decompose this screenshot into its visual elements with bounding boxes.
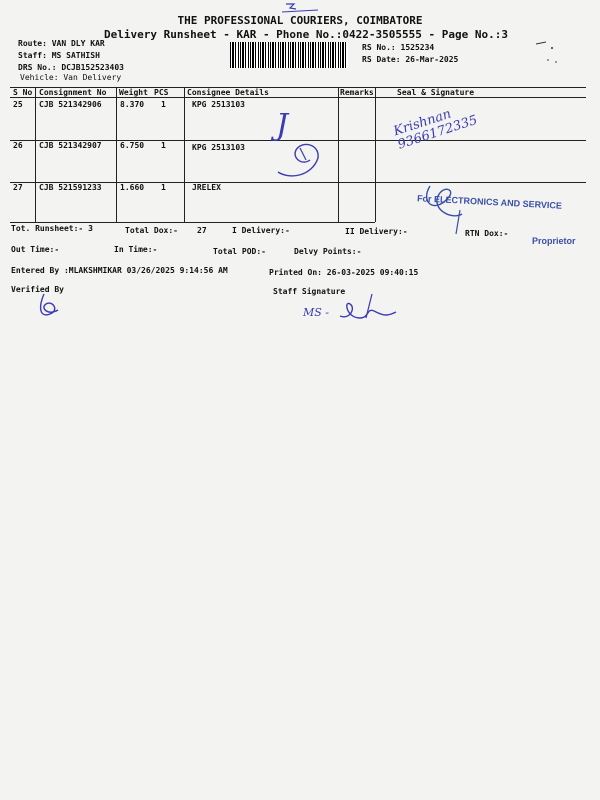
col-divider [184, 87, 185, 222]
row-pcs: 1 [161, 141, 166, 150]
row-pcs: 1 [161, 183, 166, 192]
row26-handwritten-name: Krishnan 9366172335 [391, 106, 480, 153]
verified-signature-icon [30, 290, 70, 322]
printed-on: Printed On: 26-03-2025 09:40:15 [269, 268, 419, 277]
drs-label: DRS No.: DCJB152523403 [18, 63, 124, 72]
rs-date: RS Date: 26-Mar-2025 [362, 55, 459, 64]
row-weight: 1.660 [120, 183, 145, 192]
signature-scribble-icon [272, 136, 322, 180]
barcode-icon [230, 42, 348, 68]
row-consignment: CJB 521591233 [39, 183, 102, 192]
out-time: Out Time:- [11, 245, 60, 254]
col-header-consignment: Consignment No [39, 88, 107, 97]
delvy-points: Delvy Points:- [294, 247, 362, 256]
col-divider [338, 87, 339, 222]
table-header-line [10, 97, 586, 98]
i-delivery: I Delivery:- [232, 226, 290, 235]
col-divider [116, 87, 117, 222]
in-time: In Time:- [114, 245, 158, 254]
col-header-remarks: Remarks [340, 88, 374, 97]
verified-by: Verified By [11, 285, 64, 294]
col-header-weight: Weight [119, 88, 148, 97]
rtn-dox: RTN Dox:- [465, 229, 509, 238]
staff-label: Staff: MS SATHISH [18, 51, 100, 60]
vehicle-label: Vehicle: Van Delivery [20, 73, 122, 82]
staff-sign-initials: MS - [303, 306, 330, 319]
runsheet-subtitle: Delivery Runsheet - KAR - Phone No.:0422-3505555 - Page No.:3 [104, 28, 508, 41]
staff-signature-icon [336, 290, 400, 326]
row-consignment: CJB 521342906 [39, 100, 102, 109]
stamp-proprietor: Proprietor [532, 236, 576, 246]
stamp-signature-icon [400, 180, 480, 236]
total-dox-value: 27 [197, 226, 207, 235]
company-title: THE PROFESSIONAL COURIERS, COIMBATORE [177, 14, 423, 27]
row-consignee: KPG 2513103 [192, 143, 245, 152]
row-sno: 25 [13, 100, 23, 109]
row-weight: 6.750 [120, 141, 145, 150]
col-header-consignee: Consignee Details [187, 88, 269, 97]
total-dox-label: Total Dox:- [125, 226, 178, 235]
row-consignment: CJB 521342907 [39, 141, 102, 150]
row-consignee: JRELEX [192, 183, 221, 192]
row25-handwritten-mark: J [276, 108, 289, 143]
route-label: Route: VAN DLY KAR [18, 39, 105, 48]
rs-no: RS No.: 1525234 [362, 43, 435, 52]
col-divider [375, 87, 376, 222]
col-divider [35, 87, 36, 222]
ii-delivery: II Delivery:- [345, 227, 408, 236]
staff-signature-label: Staff Signature [273, 287, 346, 296]
pen-mark-icon [280, 0, 320, 14]
pen-dots-icon [530, 36, 570, 66]
total-pod: Total POD:- [213, 247, 266, 256]
col-header-pcs: PCS [154, 88, 169, 97]
col-header-sno: S No [13, 88, 33, 97]
stamp-company: For ELECTRONICS AND SERVICE [416, 193, 563, 211]
col-header-seal-signature: Seal & Signature [397, 88, 475, 97]
row-consignee: KPG 2513103 [192, 100, 245, 109]
table-bottom-line [10, 222, 375, 223]
row-sno: 27 [13, 183, 23, 192]
entered-by: Entered By :MLAKSHMIKAR 03/26/2025 9:14:56 AM [11, 266, 228, 275]
tot-runsheet: Tot. Runsheet:- 3 [11, 224, 93, 233]
row-weight: 8.370 [120, 100, 145, 109]
row-pcs: 1 [161, 100, 166, 109]
row-sno: 26 [13, 141, 23, 150]
